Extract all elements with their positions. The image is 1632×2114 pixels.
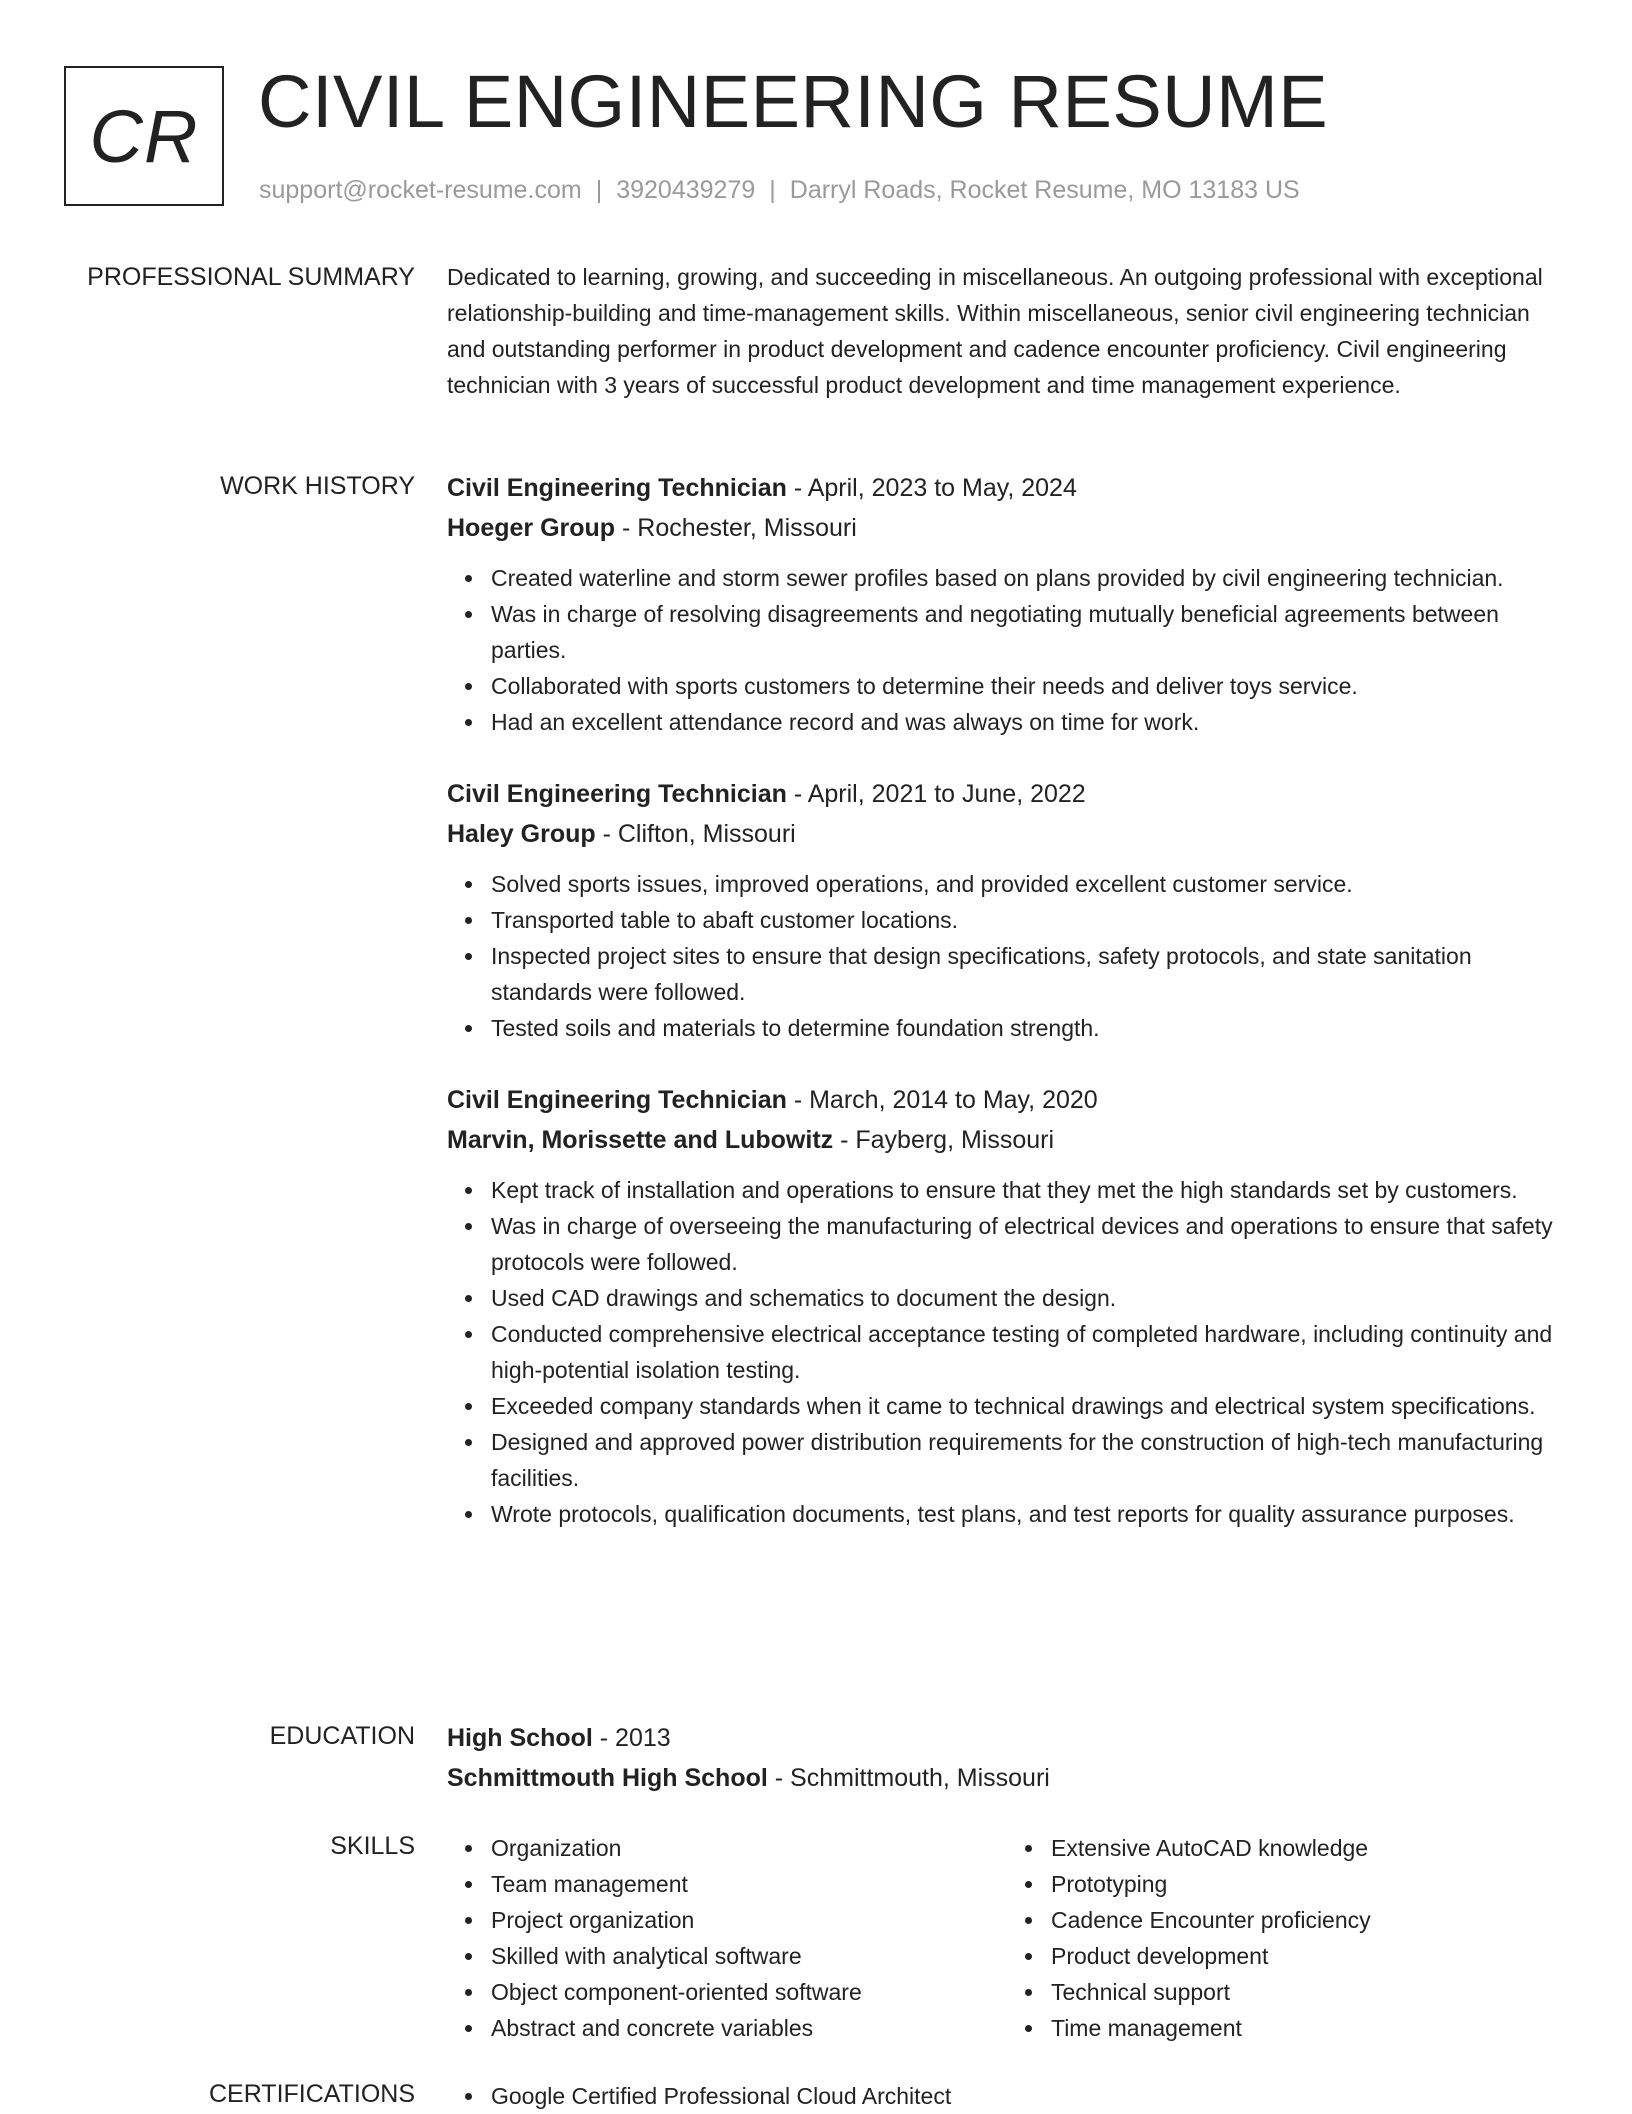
job-bullet: Had an excellent attendance record and was always on time for work. [491, 704, 1567, 740]
education-location: - Schmittmouth, Missouri [767, 1764, 1050, 1792]
job-dates: - April, 2021 to June, 2022 [786, 780, 1086, 808]
skill-item: Skilled with analytical software [491, 1938, 1007, 1974]
job-dates: - April, 2023 to May, 2024 [786, 474, 1077, 502]
job-bullet: Exceeded company standards when it came to technical drawings and electrical system specifications. [491, 1388, 1567, 1424]
skills-list-right [1007, 1830, 1567, 2046]
job-bullet: Transported table to abaft customer locations. [491, 902, 1567, 938]
job-title-line [447, 1082, 1567, 1118]
job-company: Marvin, Morissette and Lubowitz [447, 1126, 834, 1154]
monogram-logo [64, 66, 224, 206]
education-degree-line [447, 1720, 1567, 1756]
job-entry [447, 776, 1567, 1046]
certifications-list [447, 2078, 1567, 2114]
contact-separator: | [769, 176, 776, 204]
contact-address: Darryl Roads, Rocket Resume, MO 13183 US [789, 176, 1300, 204]
job-bullet: Created waterline and storm sewer profiles based on plans provided by civil engineering technician. [491, 560, 1567, 596]
job-location: - Rochester, Missouri [615, 514, 857, 542]
summary-text: Dedicated to learning, growing, and succeeding in miscellaneous. An outgoing professional with exceptional relationship-building and time-management skills. Within miscellaneous, senior civil engineering technician and outstanding performer in product development and cadence encounter proficiency. Civil engineering technician with 3 years of successful product development and time management experience. [447, 264, 1543, 398]
skill-item: Organization [491, 1830, 1007, 1866]
job-company-line [447, 1122, 1567, 1158]
skill-item: Time management [1051, 2010, 1567, 2046]
education-degree: High School [447, 1724, 593, 1752]
contact-phone: 3920439279 [616, 176, 756, 204]
job-bullet: Was in charge of overseeing the manufacturing of electrical devices and operations to ensure that safety protocols were followed. [491, 1208, 1567, 1280]
job-bullet: Inspected project sites to ensure that design specifications, safety protocols, and state sanitation standards were followed. [491, 938, 1567, 1010]
job-title: Civil Engineering Technician [447, 1086, 787, 1114]
skill-item: Team management [491, 1866, 1007, 1902]
skill-item: Technical support [1051, 1974, 1567, 2010]
job-company: Haley Group [447, 820, 596, 848]
skills-columns [447, 1830, 1567, 2046]
education-year: - 2013 [592, 1724, 671, 1752]
job-entry [447, 470, 1567, 740]
job-bullet: Tested soils and materials to determine foundation strength. [491, 1010, 1567, 1046]
work-history-body [447, 470, 1567, 1568]
job-title: Civil Engineering Technician [447, 474, 787, 502]
contact-line [259, 174, 1300, 206]
skill-item: Prototyping [1051, 1866, 1567, 1902]
monogram-text: CR [89, 94, 199, 178]
job-bullets [447, 866, 1567, 1046]
section-label-certifications: CERTIFICATIONS [208, 2080, 415, 2108]
section-label-summary: PROFESSIONAL SUMMARY [87, 263, 415, 291]
summary-body [447, 261, 1567, 403]
job-bullet: Kept track of installation and operations to ensure that they met the high standards set by customers. [491, 1172, 1567, 1208]
section-label-work-history: WORK HISTORY [220, 472, 415, 500]
job-company: Hoeger Group [447, 514, 616, 542]
job-bullet: Was in charge of resolving disagreements and negotiating mutually beneficial agreements between parties. [491, 596, 1567, 668]
education-school-line [447, 1760, 1567, 1796]
section-label-skills: SKILLS [330, 1832, 415, 1860]
job-title-line [447, 776, 1567, 812]
job-bullet: Collaborated with sports customers to determine their needs and deliver toys service. [491, 668, 1567, 704]
contact-separator: | [595, 176, 603, 204]
job-bullet: Conducted comprehensive electrical acceptance testing of completed hardware, including continuity and high-potential isolation testing. [491, 1316, 1567, 1388]
job-bullet: Wrote protocols, qualification documents, test plans, and test reports for quality assurance purposes. [491, 1496, 1567, 1532]
skills-list-left [447, 1830, 1007, 2046]
skill-item: Extensive AutoCAD knowledge [1051, 1830, 1567, 1866]
job-title: Civil Engineering Technician [447, 780, 787, 808]
certification-item: Google Certified Professional Cloud Architect [491, 2078, 1567, 2114]
job-location: - Clifton, Missouri [595, 820, 796, 848]
job-bullet: Used CAD drawings and schematics to document the design. [491, 1280, 1567, 1316]
contact-email: support@rocket-resume.com [259, 176, 582, 204]
certifications-body [447, 2078, 1567, 2114]
job-bullet: Solved sports issues, improved operations, and provided excellent customer service. [491, 866, 1567, 902]
skill-item: Object component-oriented software [491, 1974, 1007, 2010]
job-company-line [447, 816, 1567, 852]
job-bullets [447, 560, 1567, 740]
resume-title: CIVIL ENGINEERING RESUME [258, 60, 1329, 143]
skill-item: Cadence Encounter proficiency [1051, 1902, 1567, 1938]
job-bullet: Designed and approved power distribution requirements for the construction of high-tech manufacturing facilities. [491, 1424, 1567, 1496]
job-entry [447, 1082, 1567, 1532]
skill-item: Project organization [491, 1902, 1007, 1938]
education-school: Schmittmouth High School [447, 1764, 768, 1792]
section-label-education: EDUCATION [269, 1722, 415, 1750]
skill-item: Product development [1051, 1938, 1567, 1974]
job-dates: - March, 2014 to May, 2020 [786, 1086, 1098, 1114]
skill-item: Abstract and concrete variables [491, 2010, 1007, 2046]
job-company-line [447, 510, 1567, 546]
job-bullets [447, 1172, 1567, 1532]
skills-body [447, 1830, 1567, 2046]
education-body [447, 1720, 1567, 1796]
job-title-line [447, 470, 1567, 506]
job-location: - Fayberg, Missouri [833, 1126, 1055, 1154]
